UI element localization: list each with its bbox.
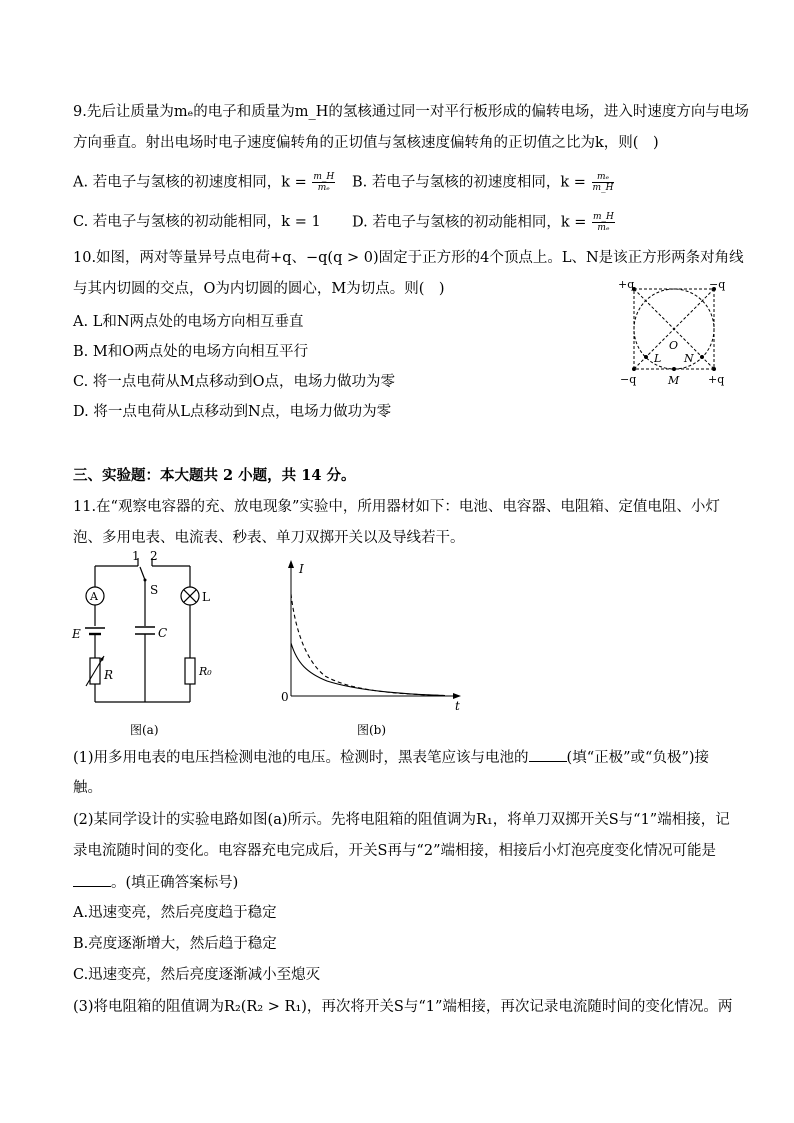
fraction-numerator: mₑ: [592, 172, 615, 183]
capacitor-label: C: [158, 626, 168, 640]
answer-blank-1[interactable]: [529, 747, 567, 762]
resistor-box-label: R: [104, 668, 114, 682]
q11-part3-line1: (3)将电阻箱的阻值调为R₂(R₂ > R₁)，再次将开关S与“1”端相接，再次记录电流随时间的变化情况。两: [73, 999, 733, 1015]
fraction-denominator: mₑ: [317, 183, 330, 193]
q11-part2-option-c: C.迅速变亮，然后亮度逐渐减小至熄灭: [73, 967, 321, 983]
dashed-decay-curve: [291, 594, 445, 696]
q11-part2-line3-text: 。(填正确答案标号): [111, 875, 239, 891]
fixed-resistor-label: R₀: [199, 665, 212, 678]
q11-part1-text-a: (1)用多用电表的电压挡检测电池的电压。检测时，黑表笔应该与电池的: [73, 750, 529, 766]
capacitor-icon: [135, 626, 155, 634]
graph-origin-label: 0: [281, 690, 289, 704]
fraction-numerator: m_H: [313, 172, 335, 182]
q11-part2-line3: [73, 872, 238, 893]
q11-current-time-graph: [275, 558, 475, 742]
q11-part2-line2: 录电流随时间的变化。电容器充电完成后，开关S再与“2”端相接，相接后小灯泡亮度变化情况可能是: [73, 843, 716, 859]
charge-dot-bottom-right: [712, 367, 716, 371]
q9-option-b-fraction: [592, 172, 615, 193]
q11-stem-line1: 11.在“观察电容器的充、放电现象”实验中，所用器材如下：电池、电容器、电阻箱、定值电阻、小灯: [73, 499, 720, 515]
q11-part2-option-a: A.迅速变亮，然后亮度趋于稳定: [73, 905, 277, 921]
q11-stem-line2: 泡、多用电表、电流表、秒表、单刀双掷开关以及导线若干。: [73, 530, 465, 546]
q11-part1-line1: [73, 747, 709, 768]
charge-dot-bottom-left: [632, 367, 636, 371]
answer-blank-2[interactable]: [73, 872, 111, 887]
q9-option-a: [73, 172, 336, 193]
label-top-right: −q: [709, 278, 726, 291]
q10-option-b: B. M和O两点处的电场方向相互平行: [73, 344, 309, 360]
q11-circuit-diagram: [68, 550, 228, 740]
label-bottom-right: +q: [708, 373, 725, 386]
q9-option-b: [352, 172, 615, 193]
label-L: L: [654, 352, 662, 365]
ammeter-icon: [86, 587, 104, 605]
switch-label: S: [150, 583, 159, 597]
switch-position-1: 1: [132, 550, 140, 563]
label-O: O: [669, 339, 679, 352]
battery-icon: [85, 626, 105, 634]
switch-position-2: 2: [150, 550, 158, 563]
q9-option-c: C. 若电子与氢核的初动能相同，k = 1: [73, 214, 321, 230]
label-N: N: [684, 352, 694, 365]
q10-option-d: D. 将一点电荷从L点移动到N点，电场力做功为零: [73, 404, 392, 420]
q9-stem-line2: 方向垂直。射出电场时电子速度偏转角的正切值与氢核速度偏转角的正切值之比为k，则( ): [73, 135, 659, 151]
svg-text:A: A: [90, 590, 98, 603]
point-M-dot: [672, 367, 676, 371]
lamp-icon: [181, 587, 199, 605]
q9-stem-line1: 9.先后让质量为mₑ的电子和质量为m_H的氢核通过同一对平行板形成的偏转电场，进入时速度方向与电场: [73, 104, 749, 120]
q10-square-charge-diagram: [614, 276, 726, 388]
q10-stem-line2: 与其内切圆的交点，O为内切圆的圆心，M为切点。则( ): [73, 281, 445, 297]
q9-option-d-fraction: [592, 212, 615, 233]
q10-option-c: C. 将一点电荷从M点移动到O点，电场力做功为零: [73, 374, 396, 390]
figure-a-caption: 图(a): [130, 723, 159, 737]
label-top-left: +q: [618, 278, 635, 291]
q11-part2-line1: (2)某同学设计的实验电路如图(a)所示。先将电阻箱的阻值调为R₁，将单刀双掷开关S与“1”端相接，记: [73, 812, 730, 828]
variable-resistor-icon: [86, 656, 104, 686]
q9-option-a-fraction: [312, 172, 335, 193]
q9-option-b-text: B. 若电子与氢核的初速度相同，k =: [352, 174, 586, 191]
q11-part1-line2: 触。: [73, 780, 102, 796]
point-L-dot: [644, 355, 648, 359]
graph-y-axis-label: I: [299, 562, 304, 576]
solid-decay-curve: [291, 643, 445, 696]
label-bottom-left: −q: [620, 373, 637, 386]
label-M: M: [668, 374, 680, 387]
q10-option-a: A. L和N两点处的电场方向相互垂直: [73, 314, 304, 330]
q9-option-d: [352, 212, 616, 233]
battery-label: E: [72, 627, 81, 641]
fraction-denominator: m_H: [592, 183, 614, 193]
section-3-heading: 三、实验题：本大题共 2 小题，共 14 分。: [73, 467, 356, 484]
fraction-numerator: m_H: [592, 212, 614, 222]
point-N-dot: [700, 355, 704, 359]
lamp-label: L: [202, 590, 210, 604]
q9-option-a-text: A. 若电子与氢核的初速度相同，k =: [73, 174, 307, 191]
q11-part1-text-b: (填“正极”或“负极”)接: [566, 750, 710, 766]
fraction-denominator: mₑ: [597, 223, 610, 233]
q11-part2-option-b: B.亮度逐渐增大，然后趋于稳定: [73, 936, 277, 952]
graph-x-axis-label: t: [455, 699, 460, 713]
figure-b-caption: 图(b): [357, 723, 387, 737]
fixed-resistor-icon: [185, 658, 195, 684]
q10-stem-line1: 10.如图，两对等量异号点电荷+q、−q(q > 0)固定于正方形的4个顶点上。L、N是该正方形两条对角线: [73, 250, 744, 266]
q9-option-d-text: D. 若电子与氢核的初动能相同，k =: [352, 214, 587, 231]
